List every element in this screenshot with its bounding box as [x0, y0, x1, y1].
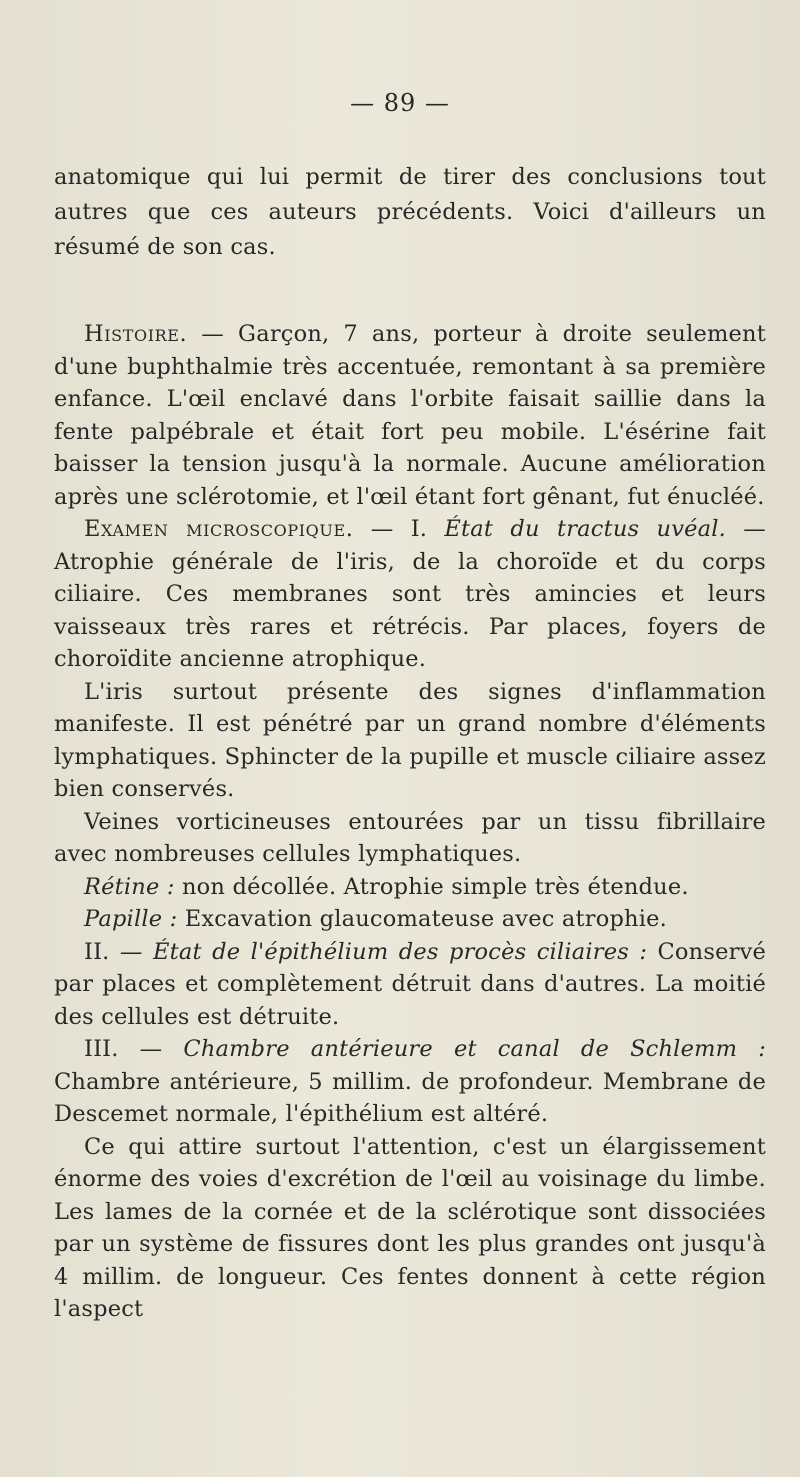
final-paragraph: Ce qui attire surtout l'attention, c'est un élargissement énorme des voies d'excrétion de l'œil au voisinage du limbe. Les lames de la cornée et de la sclérotique sont dissociées par un système de fissures dont les plus grandes ont jusqu'à 4 millim. de longueur. Ces fentes donnent à cette région l'aspect — [54, 1133, 766, 1322]
retine-paragraph — [54, 871, 766, 904]
examen-text: — Atrophie générale de l'iris, de la choroïde et du corps ciliaire. Ces membranes sont très amincies et leurs vaisseaux très rares et rétrécis. Par places, foyers de choroïdite ancienne atrophique. — [54, 516, 766, 672]
section-ii-title: État de l'épithélium des procès ciliaires : — [153, 938, 648, 965]
examen-prefix: — I. — [353, 516, 445, 542]
section-iii-text: Chambre antérieure, 5 millim. de profondeur. Membrane de Descemet normale, l'épithélium est altéré. — [54, 1068, 766, 1127]
section-iii-prefix: III. — — [84, 1036, 184, 1062]
examen-title: État du tractus uvéal. — [444, 516, 727, 542]
case-report — [54, 318, 766, 1326]
histoire-paragraph — [54, 318, 766, 513]
section-ii-prefix: II. — — [84, 938, 153, 965]
section-iii-title: Chambre antérieure et canal de Schlemm : — [183, 1036, 766, 1062]
iris-paragraph: L'iris surtout présente des signes d'inflammation manifeste. Il est pénétré par un grand nombre d'éléments lymphatiques. Sphincter de la pupille et muscle ciliaire assez bien conservés. — [54, 678, 766, 802]
examen-paragraph — [54, 513, 766, 676]
papille-paragraph — [54, 903, 766, 936]
histoire-text: — Garçon, 7 ans, porteur à droite seulement d'une buphthalmie très accentuée, remontant à sa première enfance. L'œil enclavé dans l'orbite faisait saillie dans la fente palpébrale et était fort peu mobile. L'ésérine fait baisser la tension jusqu'à la normale. Aucune amélioration après une sclérotomie, et l'œil étant fort gênant, fut énucléé. — [54, 321, 766, 510]
veines-paragraph: Veines vorticineuses entourées par un tissu fibrillaire avec nombreuses cellules lymphatiques. — [54, 808, 766, 867]
intro-paragraph: anatomique qui lui permit de tirer des conclusions tout autres que ces auteurs précédents. Voici d'ailleurs un résumé de son cas. — [54, 164, 766, 260]
retine-text: non décollée. Atrophie simple très étendue. — [174, 873, 689, 900]
examen-label: Examen microscopique. — [84, 516, 354, 542]
intro-block — [54, 160, 766, 265]
section-ii-paragraph — [54, 936, 766, 1034]
section-iii-paragraph — [54, 1033, 766, 1131]
papille-text: Excavation glaucomateuse avec atrophie. — [177, 906, 667, 932]
histoire-label: Histoire. — [84, 321, 188, 347]
retine-label: Rétine : — [84, 873, 175, 900]
papille-label: Papille : — [84, 906, 178, 932]
page-number: — 89 — — [350, 89, 450, 117]
section-ii-text: Conservé par places et complètement détruit dans d'autres. La moitié des cellules est détruite. — [54, 938, 767, 1030]
